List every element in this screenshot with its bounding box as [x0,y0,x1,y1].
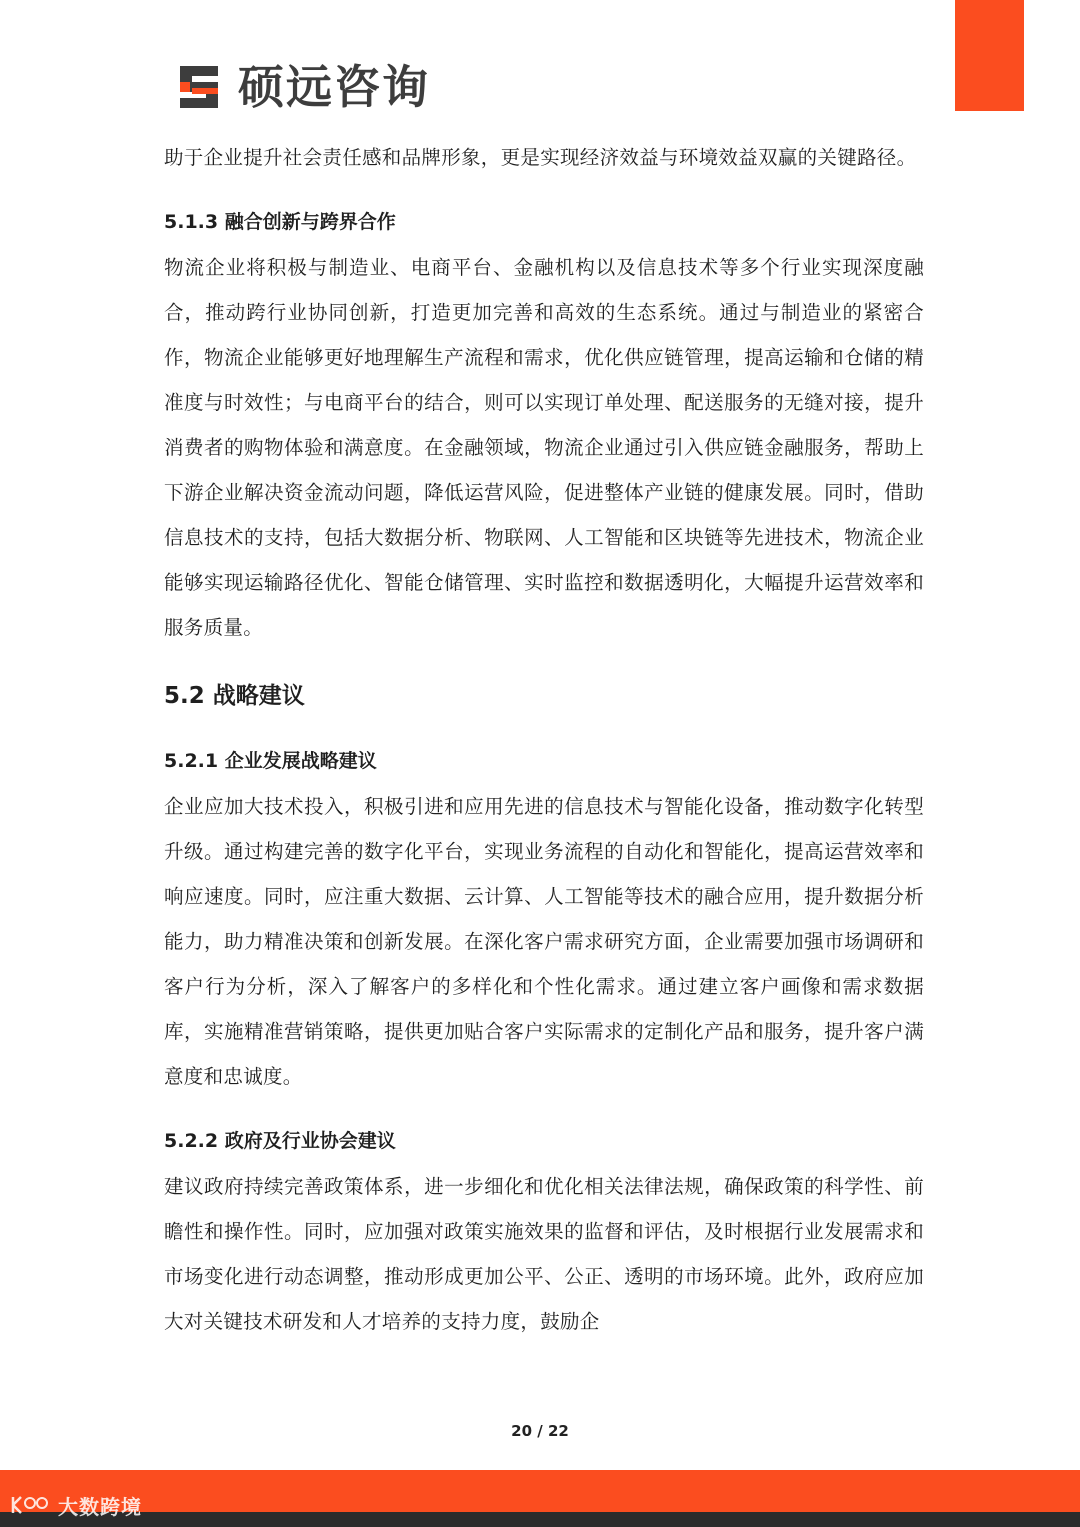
watermark-logo-icon [10,1493,52,1517]
section-heading-5-2: 5.2 战略建议 [164,683,305,709]
paragraph: 助于企业提升社会责任感和品牌形象，更是实现经济效益与环境效益双赢的关键路径。 [164,146,917,169]
brand-logo [176,58,430,116]
footer-line [0,1512,1080,1527]
logo-mark-icon [176,62,226,112]
watermark-text: 大数跨境 [58,1494,142,1519]
watermark [10,1490,142,1520]
paragraph: 物流企业将积极与制造业、电商平台、金融机构以及信息技术等多个行业实现深度融合，推动跨行业协同创新，打造更加完善和高效的生态系统。通过与制造业的紧密合作，物流企业能够更好地理解生产流程和需求，优化供应链管理，提高运输和仓储的精准度与时效性；与电商平台的结合，则可以实现订单处理、配送服务的无缝对接，提升消费者的购物体验和满意度。在金融领域，物流企业通过引入供应链金融服务，帮助上下游企业解决资金流动问题，降低运营风险，促进整体产业链的健康发展。同时，借助信息技术的支持，包括大数据分析、物联网、人工智能和区块链等先进技术，物流企业能够实现运输路径优化、智能仓储管理、实时监控和数据透明化，大幅提升运营效率和服务质量。 [164,256,924,639]
footer-bar [0,1470,1080,1512]
document-body [164,135,924,1344]
section-heading-5-1-3: 5.1.3 融合创新与跨界合作 [164,211,396,233]
section-heading-5-2-2: 5.2.2 政府及行业协会建议 [164,1130,396,1152]
page-number: 20 / 22 [511,1422,569,1440]
logo-text: 硕远咨询 [238,60,430,114]
paragraph: 建议政府持续完善政策体系，进一步细化和优化相关法律法规，确保政策的科学性、前瞻性和操作性。同时，应加强对政策实施效果的监督和评估，及时根据行业发展需求和市场变化进行动态调整，推动形成更加公平、公正、透明的市场环境。此外，政府应加大对关键技术研发和人才培养的支持力度，鼓励企 [164,1175,924,1333]
paragraph: 企业应加大技术投入，积极引进和应用先进的信息技术与智能化设备，推动数字化转型升级。通过构建完善的数字化平台，实现业务流程的自动化和智能化，提高运营效率和响应速度。同时，应注重大数据、云计算、人工智能等技术的融合应用，提升数据分析能力，助力精准决策和创新发展。在深化客户需求研究方面，企业需要加强市场调研和客户行为分析，深入了解客户的多样化和个性化需求。通过建立客户画像和需求数据库，实施精准营销策略，提供更加贴合客户实际需求的定制化产品和服务，提升客户满意度和忠诚度。 [164,795,924,1088]
corner-accent-block [955,0,1024,111]
section-heading-5-2-1: 5.2.1 企业发展战略建议 [164,750,377,772]
